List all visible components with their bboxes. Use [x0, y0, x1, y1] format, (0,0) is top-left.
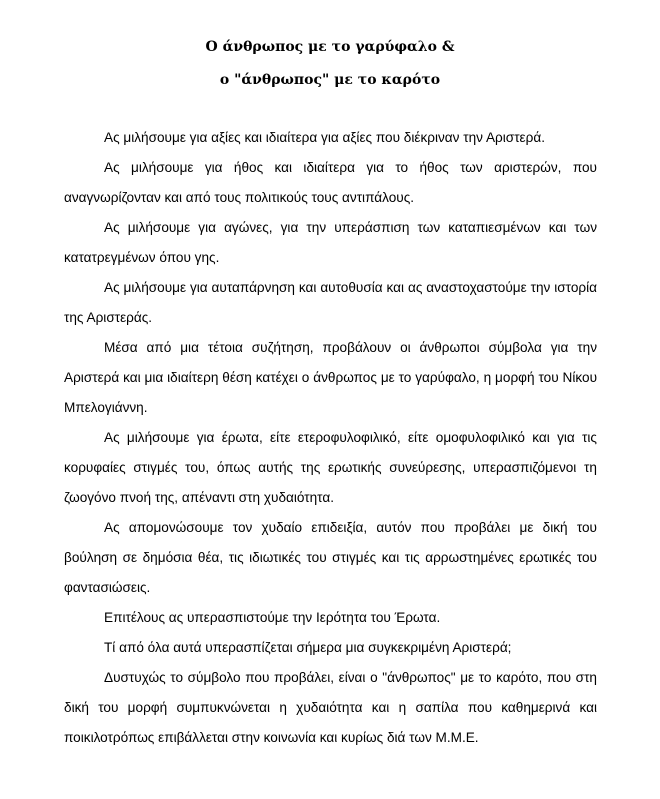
- paragraph-sanctity: Επιτέλους ας υπερασπιστούμε την Ιερότητα του Έρωτα.: [104, 610, 441, 625]
- paragraph-self-sacrifice: Ας μιλήσουμε για αυταπάρνηση και αυτοθυσία και ας αναστοχαστούμε την ιστορία της Αριστεράς.: [64, 280, 597, 325]
- paragraph-carrot: Δυστυχώς το σύμβολο που προβάλει, είναι ο "άνθρωπος" με το καρότο, που στη δική του μορφή συμπυκνώνεται η χυδαιότητα και η σαπίλα που καθημερινά και ποικιλοτρόπως επιβάλλεται στην κοινωνία και κυρίως διά των Μ.Μ.Ε.: [64, 670, 597, 745]
- title-line-1: Ο άνθρωπος με το γαρύφαλο &: [205, 39, 455, 55]
- paragraph-struggles: Ας μιλήσουμε για αγώνες, για την υπεράσπιση των καταπιεσμένων και των κατατρεγμένων όπου γης.: [64, 220, 597, 265]
- body-text: [64, 123, 597, 753]
- paragraph-ethos: Ας μιλήσουμε για ήθος και ιδιαίτερα για το ήθος των αριστερών, που αναγνωρίζονταν και από τους πολιτικούς τους αντιπάλους.: [64, 160, 597, 205]
- paragraph-values: Ας μιλήσουμε για αξίες και ιδιαίτερα για αξίες που διέκριναν την Αριστερά.: [104, 130, 545, 145]
- paragraph-love: Ας μιλήσουμε για έρωτα, είτε ετεροφυλοφιλικό, είτε ομοφυλοφιλικό και για τις κορυφαίες στιγμές του, όπως αυτής της ερωτικής συνεύρεσης, υπερασπιζόμενοι τη ζωογόνο πνοή της, απέναντι στη χυδαιότητα.: [64, 430, 597, 505]
- paragraph-question: Τί από όλα αυτά υπερασπίζεται σήμερα μια συγκεκριμένη Αριστερά;: [104, 640, 512, 655]
- paragraph-symbols: Μέσα από μια τέτοια συζήτηση, προβάλουν οι άνθρωποι σύμβολα για την Αριστερά και μια ιδιαίτερη θέση κατέχει ο άνθρωπος με το γαρύφαλο, η μορφή του Νίκου Μπελογιάννη.: [64, 340, 597, 415]
- title-line-2: ο "άνθρωπος" με το καρότο: [219, 72, 441, 88]
- paragraph-exhibitionist: Ας απομονώσουμε τον χυδαίο επιδειξία, αυτόν που προβάλει με δική του βούληση σε δημόσια θέα, τις ιδιωτικές του στιγμές και τις αρρωστημένες ερωτικές του φαντασιώσεις.: [64, 520, 597, 595]
